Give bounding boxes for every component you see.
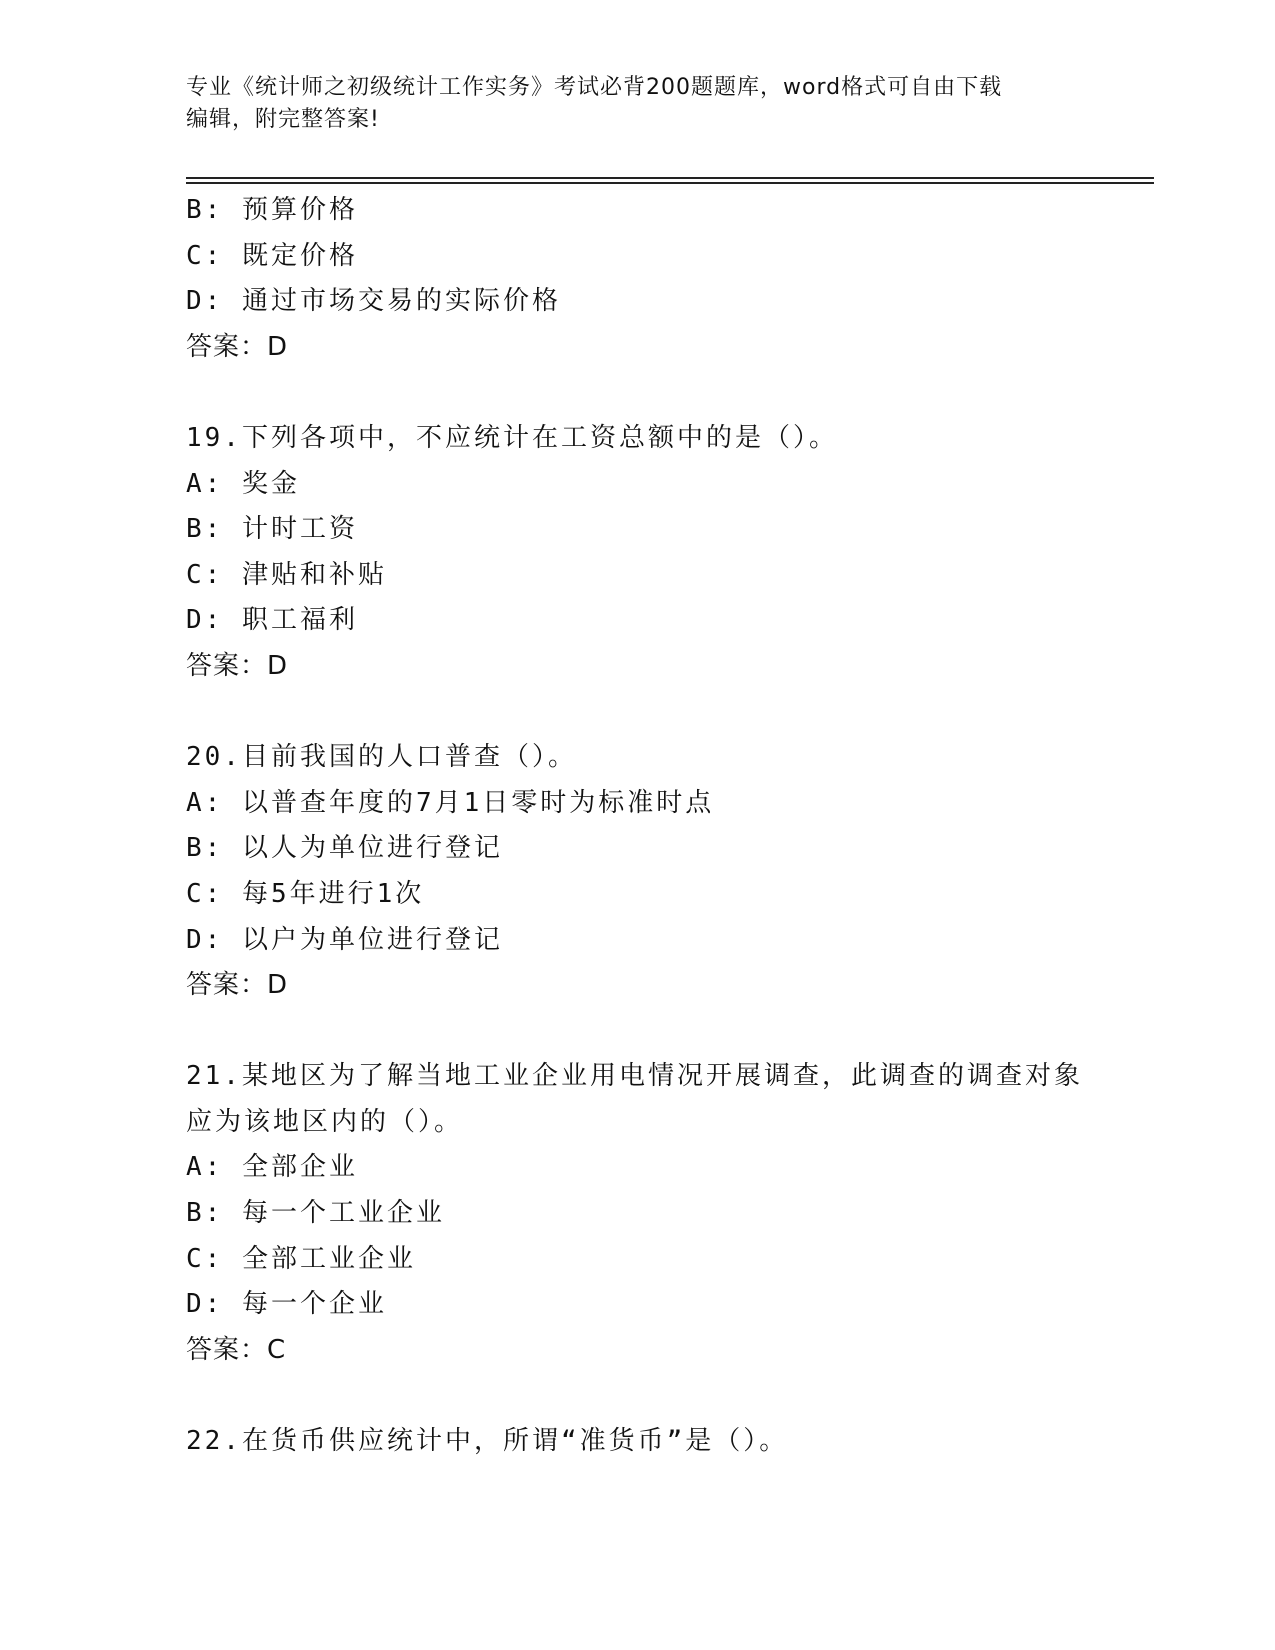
- header-rule-bottom: [186, 182, 1154, 184]
- q21-option-a: A: 全部企业: [186, 1152, 358, 1183]
- q20-option-d: D: 以户为单位进行登记: [186, 924, 503, 955]
- q19-stem: 19.下列各项中，不应统计在工资总额中的是（）。: [186, 422, 838, 453]
- spacer: [186, 370, 1086, 416]
- q21-option-c: C: 全部工业企业: [186, 1243, 416, 1274]
- q18-answer: 答案：D: [186, 331, 289, 362]
- header-rule-top: [186, 177, 1154, 179]
- q18-option-d: D: 通过市场交易的实际价格: [186, 286, 561, 317]
- q20-option-a: A: 以普查年度的7月1日零时为标准时点: [186, 787, 715, 818]
- q19-option-a: A: 奖金: [186, 468, 300, 499]
- q21-option-d: D: 每一个企业: [186, 1289, 387, 1320]
- q18-option-c: C: 既定价格: [186, 240, 358, 271]
- q18-option-b: B: 预算价格: [186, 195, 358, 225]
- q21-stem-line-1: 21.某地区为了解当地工业企业用电情况开展调查，此调查的调查对象: [186, 1061, 1083, 1092]
- header-title-line-1: 专业《统计师之初级统计工作实务》考试必背200题题库，word格式可自由下载: [186, 75, 1003, 100]
- document-header: [186, 72, 1086, 136]
- q19-option-b: B: 计时工资: [186, 514, 358, 545]
- spacer: [186, 1373, 1086, 1419]
- q21-answer: 答案：C: [186, 1334, 287, 1365]
- q19-answer: 答案：D: [186, 650, 289, 681]
- q20-option-b: B: 以人为单位进行登记: [186, 833, 503, 864]
- q20-stem: 20.目前我国的人口普查（）。: [186, 742, 577, 773]
- q21-option-b: B: 每一个工业企业: [186, 1198, 445, 1229]
- q22-stem: 22.在货币供应统计中，所谓“准货币”是（）。: [186, 1426, 789, 1457]
- header-title-line-2: 编辑，附完整答案!: [186, 107, 380, 132]
- q20-answer: 答案：D: [186, 970, 289, 1001]
- q19-option-c: C: 津贴和补贴: [186, 559, 387, 590]
- question-content: [186, 188, 1086, 1465]
- spacer: [186, 690, 1086, 736]
- spacer: [186, 1009, 1086, 1055]
- q20-option-c: C: 每5年进行1次: [186, 878, 425, 909]
- q19-option-d: D: 职工福利: [186, 605, 358, 636]
- q21-stem-line-2: 应为该地区内的（）。: [186, 1106, 464, 1137]
